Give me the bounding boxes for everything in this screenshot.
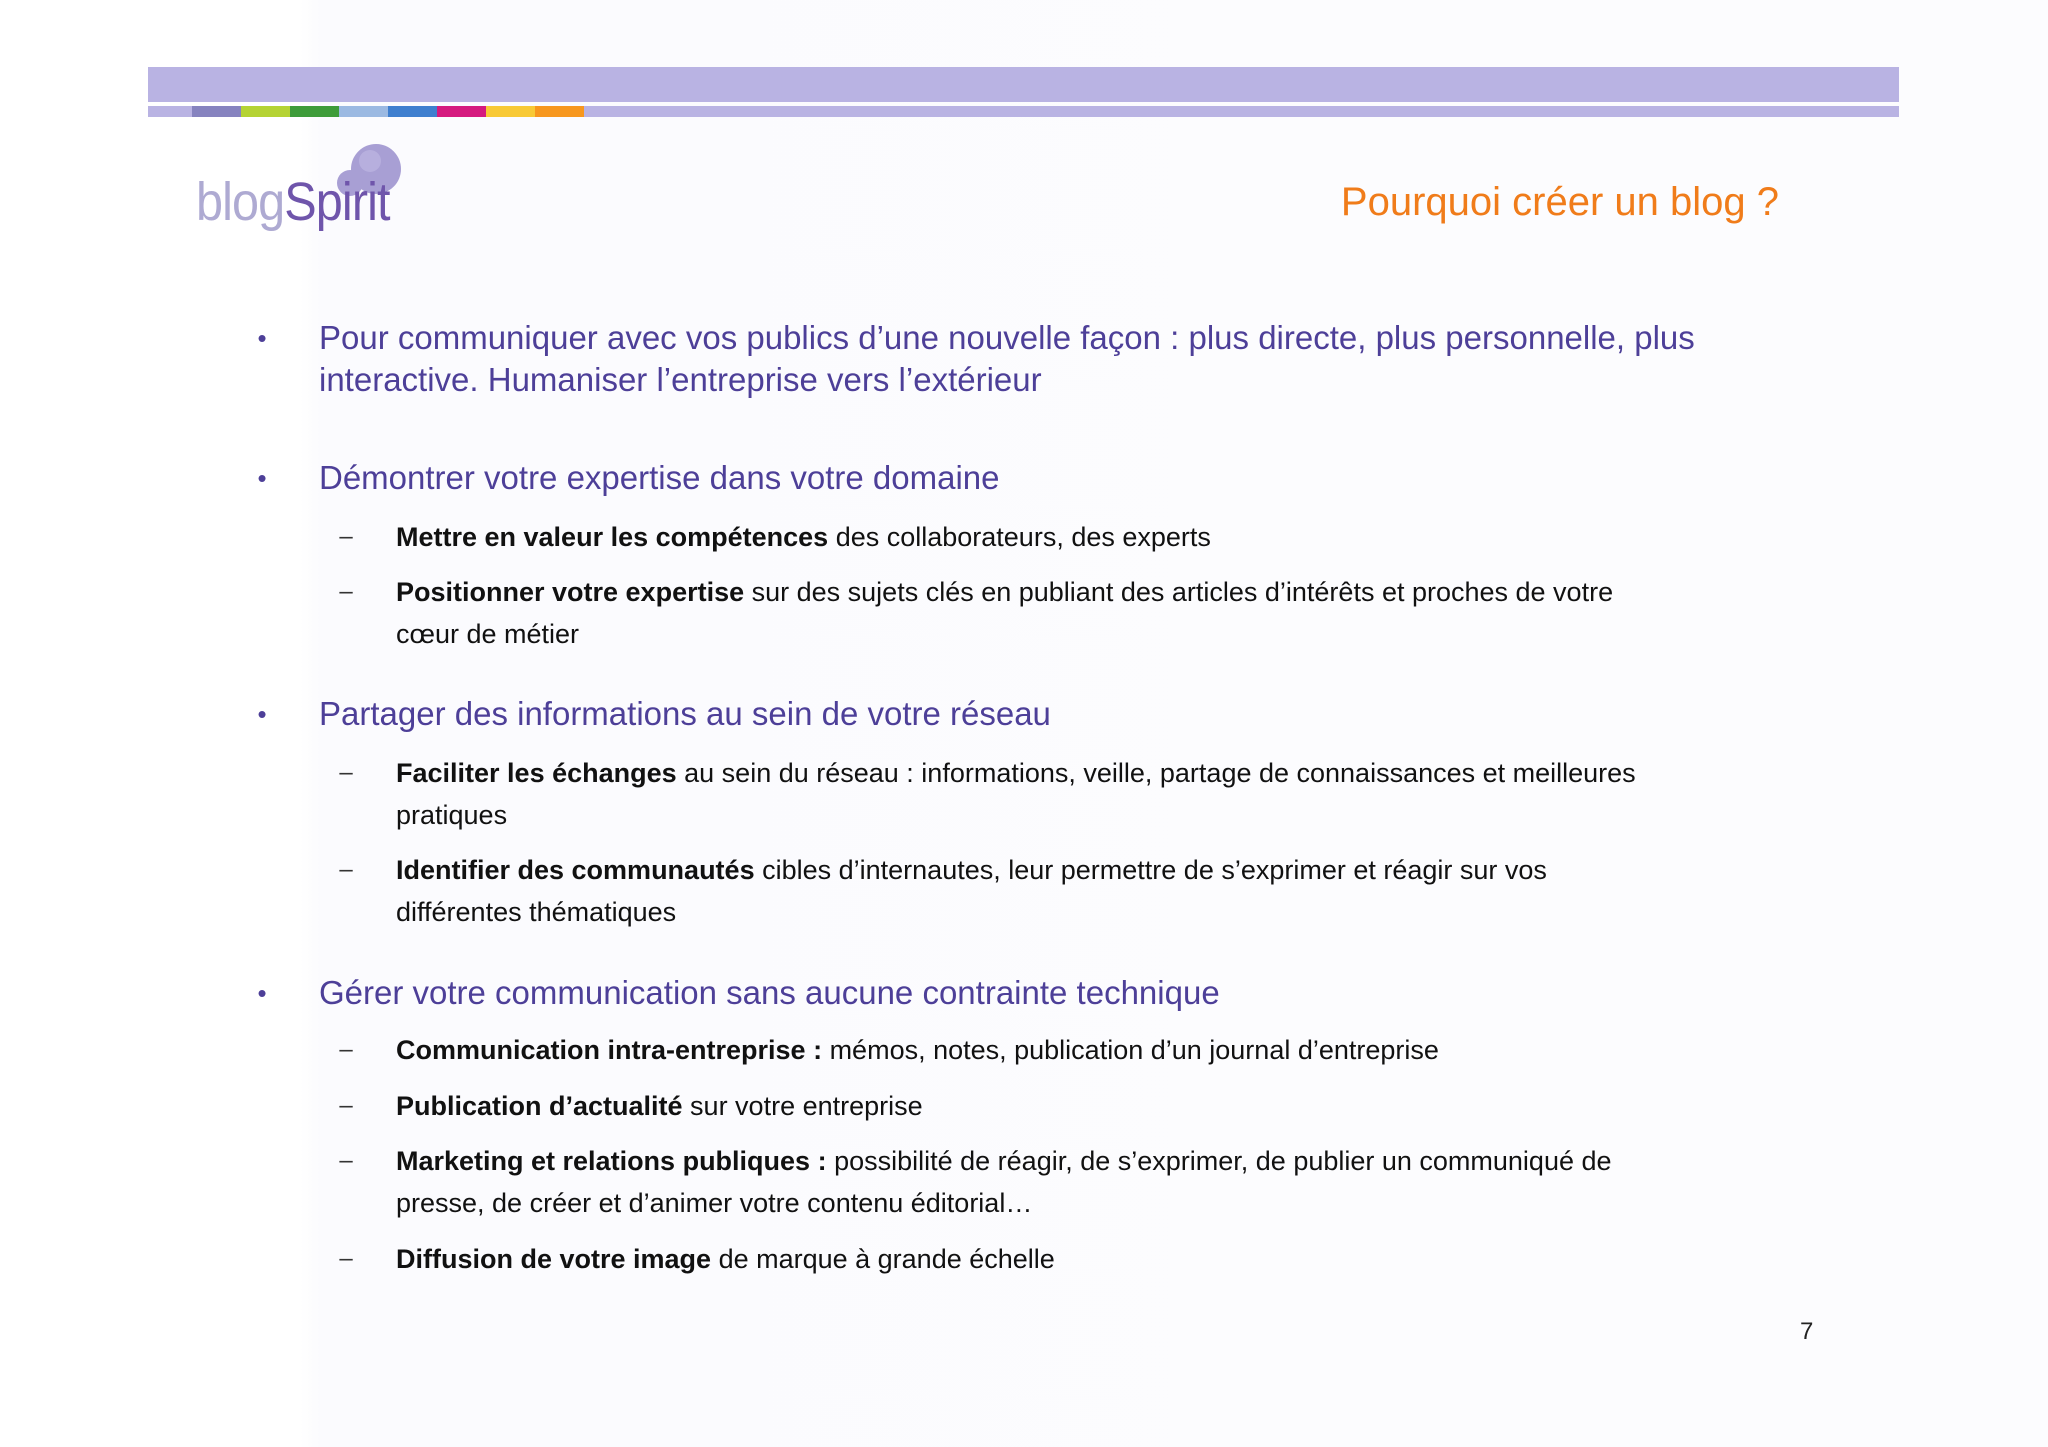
sub-dash: – bbox=[339, 578, 353, 605]
color-strip-segment bbox=[192, 106, 241, 117]
bullet-dot: • bbox=[257, 463, 267, 493]
sub-bold: Mettre en valeur les compétences bbox=[396, 522, 829, 552]
logo-wordmark bbox=[196, 172, 390, 232]
bullet-line: Gérer votre communication sans aucune contrainte technique bbox=[319, 974, 1220, 1011]
sub-dash: – bbox=[339, 523, 353, 550]
sub-line bbox=[396, 849, 1547, 891]
color-strip-segment bbox=[437, 106, 486, 117]
sub-bold: Faciliter les échanges bbox=[396, 758, 677, 788]
sub-dash: – bbox=[339, 1147, 353, 1174]
bullet-line: Partager des informations au sein de votre réseau bbox=[319, 695, 1051, 732]
bullet-dot: • bbox=[257, 323, 267, 353]
sub-bold: Identifier des communautés bbox=[396, 855, 755, 885]
bullet-line: Pour communiquer avec vos publics d’une nouvelle façon : plus directe, plus personnelle, plus bbox=[319, 319, 1695, 356]
sub-rest: au sein du réseau : informations, veille, partage de connaissances et meilleures bbox=[676, 758, 1636, 788]
header-band bbox=[148, 67, 1899, 102]
bullet-text bbox=[319, 457, 1000, 499]
sub-text bbox=[396, 1085, 923, 1127]
sub-line bbox=[396, 1238, 1055, 1280]
sub-line bbox=[396, 516, 1211, 558]
sub-rest: mémos, notes, publication d’un journal d’entreprise bbox=[822, 1035, 1439, 1065]
bullet-dot: • bbox=[257, 699, 267, 729]
bullet-dot: • bbox=[257, 978, 267, 1008]
sub-rest: possibilité de réagir, de s’exprimer, de publier un communiqué de bbox=[826, 1146, 1612, 1176]
sub-rest: de marque à grande échelle bbox=[711, 1244, 1055, 1274]
color-strip-lead bbox=[148, 106, 192, 117]
bullet-line: Démontrer votre expertise dans votre domaine bbox=[319, 459, 1000, 496]
color-strip bbox=[148, 106, 1899, 117]
sub-dash: – bbox=[339, 759, 353, 786]
color-strip-segment bbox=[535, 106, 584, 117]
bullet-text bbox=[319, 693, 1051, 735]
sub-line bbox=[396, 1085, 923, 1127]
sub-dash: – bbox=[339, 1092, 353, 1119]
color-strip-segment bbox=[290, 106, 339, 117]
sub-text bbox=[396, 1029, 1439, 1071]
bullet-line: interactive. Humaniser l’entreprise vers l’extérieur bbox=[319, 361, 1042, 398]
sub-line bbox=[396, 1140, 1612, 1182]
sub-bold: Communication intra-entreprise : bbox=[396, 1035, 823, 1065]
sub-rest: cibles d’internautes, leur permettre de s’exprimer et réagir sur vos bbox=[754, 855, 1547, 885]
sub-line bbox=[396, 1029, 1439, 1071]
sub-bold: Publication d’actualité bbox=[396, 1091, 683, 1121]
sub-text bbox=[396, 849, 1547, 933]
bullet-text bbox=[319, 972, 1220, 1014]
sub-line bbox=[396, 752, 1636, 794]
sub-bold: Positionner votre expertise bbox=[396, 577, 745, 607]
slide-title: Pourquoi créer un blog ? bbox=[1340, 180, 1779, 224]
color-strip-segment bbox=[241, 106, 290, 117]
logo-spirit-text: Spirit bbox=[284, 172, 390, 232]
sub-line: différentes thématiques bbox=[396, 897, 677, 927]
color-strip-segment bbox=[339, 106, 388, 117]
sub-dash: – bbox=[339, 856, 353, 883]
sub-bold: Marketing et relations publiques : bbox=[396, 1146, 827, 1176]
sub-bold: Diffusion de votre image bbox=[396, 1244, 712, 1274]
sub-text bbox=[396, 571, 1613, 655]
color-strip-segment bbox=[486, 106, 535, 117]
bullet-text bbox=[319, 317, 1695, 401]
sub-line: presse, de créer et d’animer votre contenu éditorial… bbox=[396, 1188, 1033, 1218]
sub-rest: sur des sujets clés en publiant des articles d’intérêts et proches de votre bbox=[744, 577, 1614, 607]
sub-text bbox=[396, 1238, 1055, 1280]
sub-text bbox=[396, 752, 1636, 836]
sub-text bbox=[396, 516, 1211, 558]
sub-rest: des collaborateurs, des experts bbox=[828, 522, 1211, 552]
sub-line: cœur de métier bbox=[396, 619, 580, 649]
blogspirit-logo bbox=[196, 172, 436, 242]
sub-line bbox=[396, 571, 1613, 613]
sub-text bbox=[396, 1140, 1612, 1224]
sub-line: pratiques bbox=[396, 800, 508, 830]
sub-dash: – bbox=[339, 1245, 353, 1272]
page-number: 7 bbox=[1800, 1318, 1814, 1345]
sub-dash: – bbox=[339, 1036, 353, 1063]
color-strip-segment bbox=[388, 106, 437, 117]
sub-rest: sur votre entreprise bbox=[682, 1091, 923, 1121]
logo-blog-text: blog bbox=[196, 172, 285, 232]
